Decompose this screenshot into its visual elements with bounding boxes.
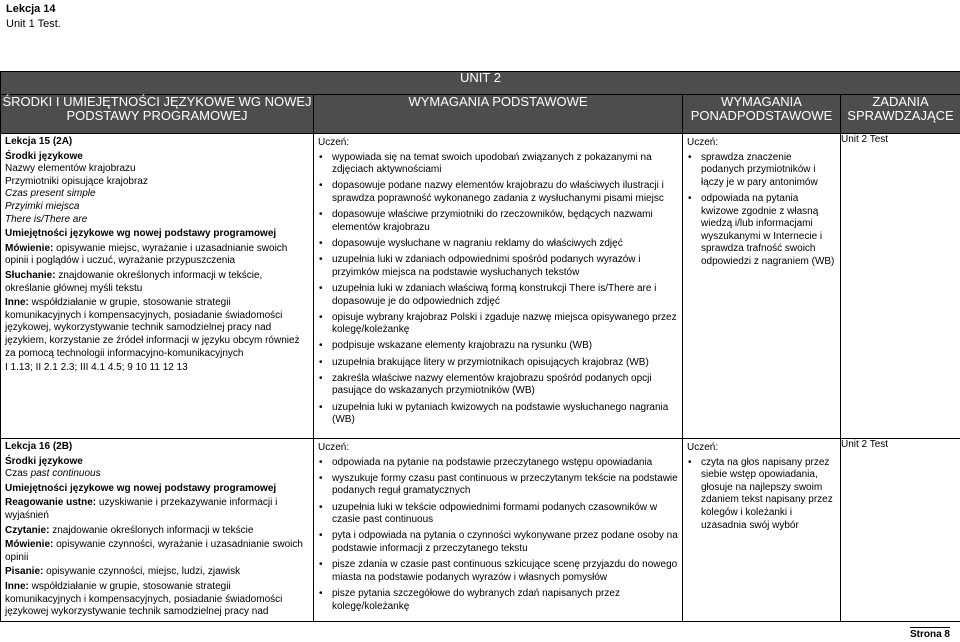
- lesson-15-title: Lekcja 15 (2A): [5, 136, 73, 147]
- uczen-label: Uczeń:: [687, 137, 719, 148]
- requirement-item: • uzupełnia brakujące litery w przymiotnikach opisujących krajobraz (WB): [332, 357, 678, 370]
- requirement-item: • czyta na głos napisany przez siebie wstęp opowiadania, głosuje na najlepszy swoim zdaniem tekst napisany przez kolegów i koleżanki i uzasadnia swój wybór: [701, 457, 836, 533]
- lesson-16-title: Lekcja 16 (2B): [5, 441, 73, 452]
- skill-text: znajdowanie określonych informacji w tekście: [52, 524, 254, 536]
- skill-label: Inne:: [5, 580, 29, 592]
- requirement-item: • podpisuje wskazane elementy krajobrazu na rysunku (WB): [332, 340, 678, 353]
- skill-text: znajdowanie określonych informacji w tekście, określanie głównej myśli tekstu: [5, 269, 263, 294]
- skill-other: [5, 581, 309, 619]
- requirement-item: • odpowiada na pytania kwizowe zgodnie z własną wiedzą i/lub informacjami wyszukanymi w Internecie i sprawdza trafność swoich odpowiedzi z nagraniem (WB): [701, 193, 836, 269]
- requirement-item: • pisze zdania w czasie past continuous szkicujące scenę przyjazdu do nowego miasta na podstawie podanych wyrazów i własnych pomysłów: [332, 559, 678, 584]
- skill-label: Reagowanie ustne:: [5, 497, 97, 509]
- skill-writing: [5, 566, 309, 579]
- skill-label: Mówienie:: [5, 539, 54, 551]
- skill-text: współdziałanie w grupie, stosowanie strategii komunikacyjnych i kompensacyjnych, posiadanie świadomości językowej wykorzystywanie technik samodzielnej pracy nad: [5, 580, 283, 618]
- lesson-15-skills: [1, 134, 314, 439]
- language-item: Przymiotniki opisujące krajobraz: [5, 175, 148, 187]
- requirement-item: • uzupełnia luki w tekście odpowiednimi formami podanych czasowników w czasie past continuous: [332, 502, 678, 527]
- skills-heading: Umiejętności językowe wg nowej podstawy programowej: [5, 228, 277, 240]
- skill-text: opisywanie czynności, wyrażanie i uzasadnianie swoich opinii: [5, 539, 303, 563]
- skills-heading: Umiejętności językowe wg nowej podstawy programowej: [5, 482, 277, 494]
- skill-label: Mówienie:: [5, 242, 54, 254]
- uczen-label: Uczeń:: [318, 137, 350, 148]
- language-item: Przyimki miejsca: [5, 200, 80, 212]
- lesson-15-test: Unit 2 Test: [841, 134, 960, 439]
- requirement-item: • wypowiada się na temat swoich upodobań związanych z pokazanymi na zdjęciach aktywnościami: [332, 152, 678, 177]
- skill-label: Słuchanie:: [5, 269, 56, 281]
- skill-reading: [5, 525, 309, 538]
- lesson-16-row: [1, 439, 960, 622]
- unit-title: UNIT 2: [1, 72, 960, 95]
- requirement-item: • wyszukuje formy czasu past continuous w przeczytanym tekście na podstawie podanych reguł gramatycznych: [332, 473, 678, 498]
- requirement-item: • opisuje wybrany krajobraz Polski i zgaduje nazwę miejsca opisywanego przez kolegę/koleżankę: [332, 312, 678, 337]
- skill-speaking: [5, 243, 309, 268]
- requirement-item: • dopasowuje wysłuchane w nagraniu reklamy do właściwych zdjęć: [332, 238, 678, 251]
- language-item: Czas present simple: [5, 188, 96, 200]
- language-item: Czas past continuous: [5, 468, 101, 480]
- skill-other: [5, 297, 309, 360]
- lesson-16-test: Unit 2 Test: [841, 439, 960, 622]
- language-item: There is/There are: [5, 213, 88, 225]
- skill-text: opisywanie czynności, miejsc, ludzi, zjawisk: [46, 566, 241, 578]
- skill-reacting: [5, 497, 309, 522]
- uczen-label: Uczeń:: [318, 442, 350, 453]
- column-header-row: [1, 95, 960, 134]
- col-header-basic: WYMAGANIA PODSTAWOWE: [314, 95, 683, 134]
- requirement-item: • dopasowuje podane nazwy elementów krajobrazu do właściwych ilustracji i sprawdza poprawność wykonanego zadania z wysłuchanymi pisami miejsc: [332, 180, 678, 205]
- skill-label: Inne:: [5, 297, 29, 309]
- basic-requirements-list: [314, 457, 682, 614]
- language-means-heading: Środki językowe: [5, 150, 83, 162]
- lesson-subtitle: Unit 1 Test.: [6, 18, 61, 30]
- col-header-advanced: WYMAGANIA PONADPODSTAWOWE: [683, 95, 841, 134]
- col-header-skills: ŚRODKI I UMIEJĘTNOŚCI JĘZYKOWE WG NOWEJ PODSTAWY PROGRAMOWEJ: [1, 95, 314, 134]
- language-means-heading: Środki językowe: [5, 455, 83, 467]
- requirement-item: • dopasowuje właściwe przymiotniki do rzeczowników, będących nazwami elementów krajobrazu: [332, 209, 678, 234]
- lesson-16-skills: [1, 439, 314, 622]
- requirement-item: • odpowiada na pytanie na podstawie przeczytanego wstępu opowiadania: [332, 457, 678, 470]
- requirement-item: • uzupełnia luki w zdaniach odpowiednimi spośród podanych wyrazów i przyimków miejsca na podstawie wysłuchanych tekstów: [332, 254, 678, 279]
- unit-header-row: [1, 72, 960, 95]
- advanced-requirements-list: [683, 457, 840, 533]
- requirement-item: • uzupełnia luki w pytaniach kwizowych na podstawie wysłuchanego nagrania (WB): [332, 402, 678, 427]
- basic-requirements-list: [314, 152, 682, 427]
- lesson-15-row: [1, 134, 960, 439]
- lesson-15-basic: [314, 134, 683, 439]
- language-item: Nazwy elementów krajobrazu: [5, 163, 136, 175]
- requirement-item: • pyta i odpowiada na pytania o czynności wykonywane przez podane osoby na podstawie informacji z przeczytanego tekstu: [332, 530, 678, 555]
- lesson-16-advanced: [683, 439, 841, 622]
- skill-listening: [5, 270, 309, 295]
- col-header-tests: ZADANIA SPRAWDZAJĄCE: [841, 95, 960, 134]
- lesson-label: Lekcja 14: [6, 3, 56, 15]
- lesson-15-advanced: [683, 134, 841, 439]
- page-number: Strona 8: [909, 629, 950, 640]
- curriculum-table: [0, 71, 960, 622]
- curriculum-codes: I 1.13; II 2.1 2.3; III 4.1 4.5; 9 10 11 12 13: [5, 362, 188, 374]
- requirement-item: • pisze pytania szczegółowe do wybranych zdań napisanych przez kolegę/koleżankę: [332, 588, 678, 613]
- uczen-label: Uczeń:: [687, 442, 719, 453]
- requirement-item: • zakreśla właściwe nazwy elementów krajobrazu spośród podanych opcji pasujące do wskazanych przymiotników (WB): [332, 373, 678, 398]
- skill-speaking: [5, 539, 309, 564]
- requirement-item: • sprawdza znaczenie podanych przymiotników i łączy je w pary antonimów: [701, 152, 836, 190]
- skill-text: współdziałanie w grupie, stosowanie strategii komunikacyjnych i kompensacyjnych, posiadanie świadomości językowej, wykorzystywanie technik samodzielnej pracy nad językiem, korzystanie ze źródeł informacji w języku obcym również za pomocą technologii informacyjno-komunikacyjnych: [5, 297, 300, 359]
- skill-label: Czytanie:: [5, 524, 50, 536]
- advanced-requirements-list: [683, 152, 840, 269]
- requirement-item: • uzupełnia luki w zdaniach właściwą formą konstrukcji There is/There are i dopasowuje je do odpowiednich zdjęć: [332, 283, 678, 308]
- skill-label: Pisanie:: [5, 566, 44, 578]
- skill-text: uzyskiwanie i przekazywanie informacji i wyjaśnień: [5, 497, 278, 521]
- skill-text: opisywanie miejsc, wyrażanie i uzasadnianie swoich opinii i poglądów i uczuć, wyrażanie przypuszczenia: [5, 242, 288, 267]
- lesson-16-basic: [314, 439, 683, 622]
- page-header: [6, 2, 61, 32]
